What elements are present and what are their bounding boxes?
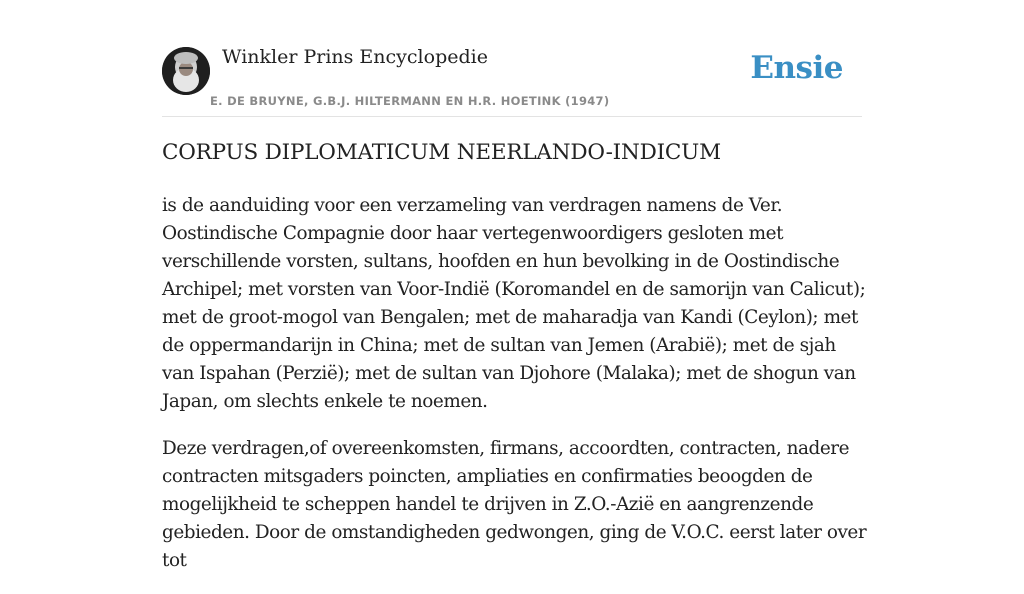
site-header	[162, 0, 862, 117]
article-paragraph: is de aanduiding voor een verzameling van verdragen namens de Ver. Oostindische Compagnie door haar vertegenwoordigers gesloten met verschillende vorsten, sultans, hoofden en hun bevolking in de Oostindische Archipel; met vorsten van Voor-Indië (Koromandel en de samorijn van Calicut); met de groot-mogol van Bengalen; met de maharadja van Kandi (Ceylon); met de oppermandarijn in China; met de sultan van Jemen (Arabië); met de sjah van Ispahan (Perzië); met de sultan van Djohore (Malaka); met de shogun van Japan, om slechts enkele te noemen.	[162, 195, 866, 412]
portrait-avatar-icon[interactable]	[162, 47, 210, 95]
article-body	[162, 192, 868, 594]
site-name[interactable]: Winkler Prins Encyclopedie	[222, 46, 488, 68]
author-byline: E. DE BRUYNE, G.B.J. HILTERMANN EN H.R. HOETINK (1947)	[210, 94, 610, 108]
article-paragraph: Deze verdragen,of overeenkomsten, firmans, accoordten, contracten, nadere contracten mitsgaders poincten, ampliaties en confirmaties beoogden de mogelijkheid te scheppen handel te drijven in Z.O.-Azië en aangrenzende gebieden. Door de omstandigheden gedwongen, ging de V.O.C. eerst later over tot	[162, 438, 867, 571]
article-title: CORPUS DIPLOMATICUM NEERLANDO-INDICUM	[162, 140, 721, 165]
page	[162, 0, 867, 571]
brand-logo[interactable]: Ensie	[750, 50, 843, 86]
